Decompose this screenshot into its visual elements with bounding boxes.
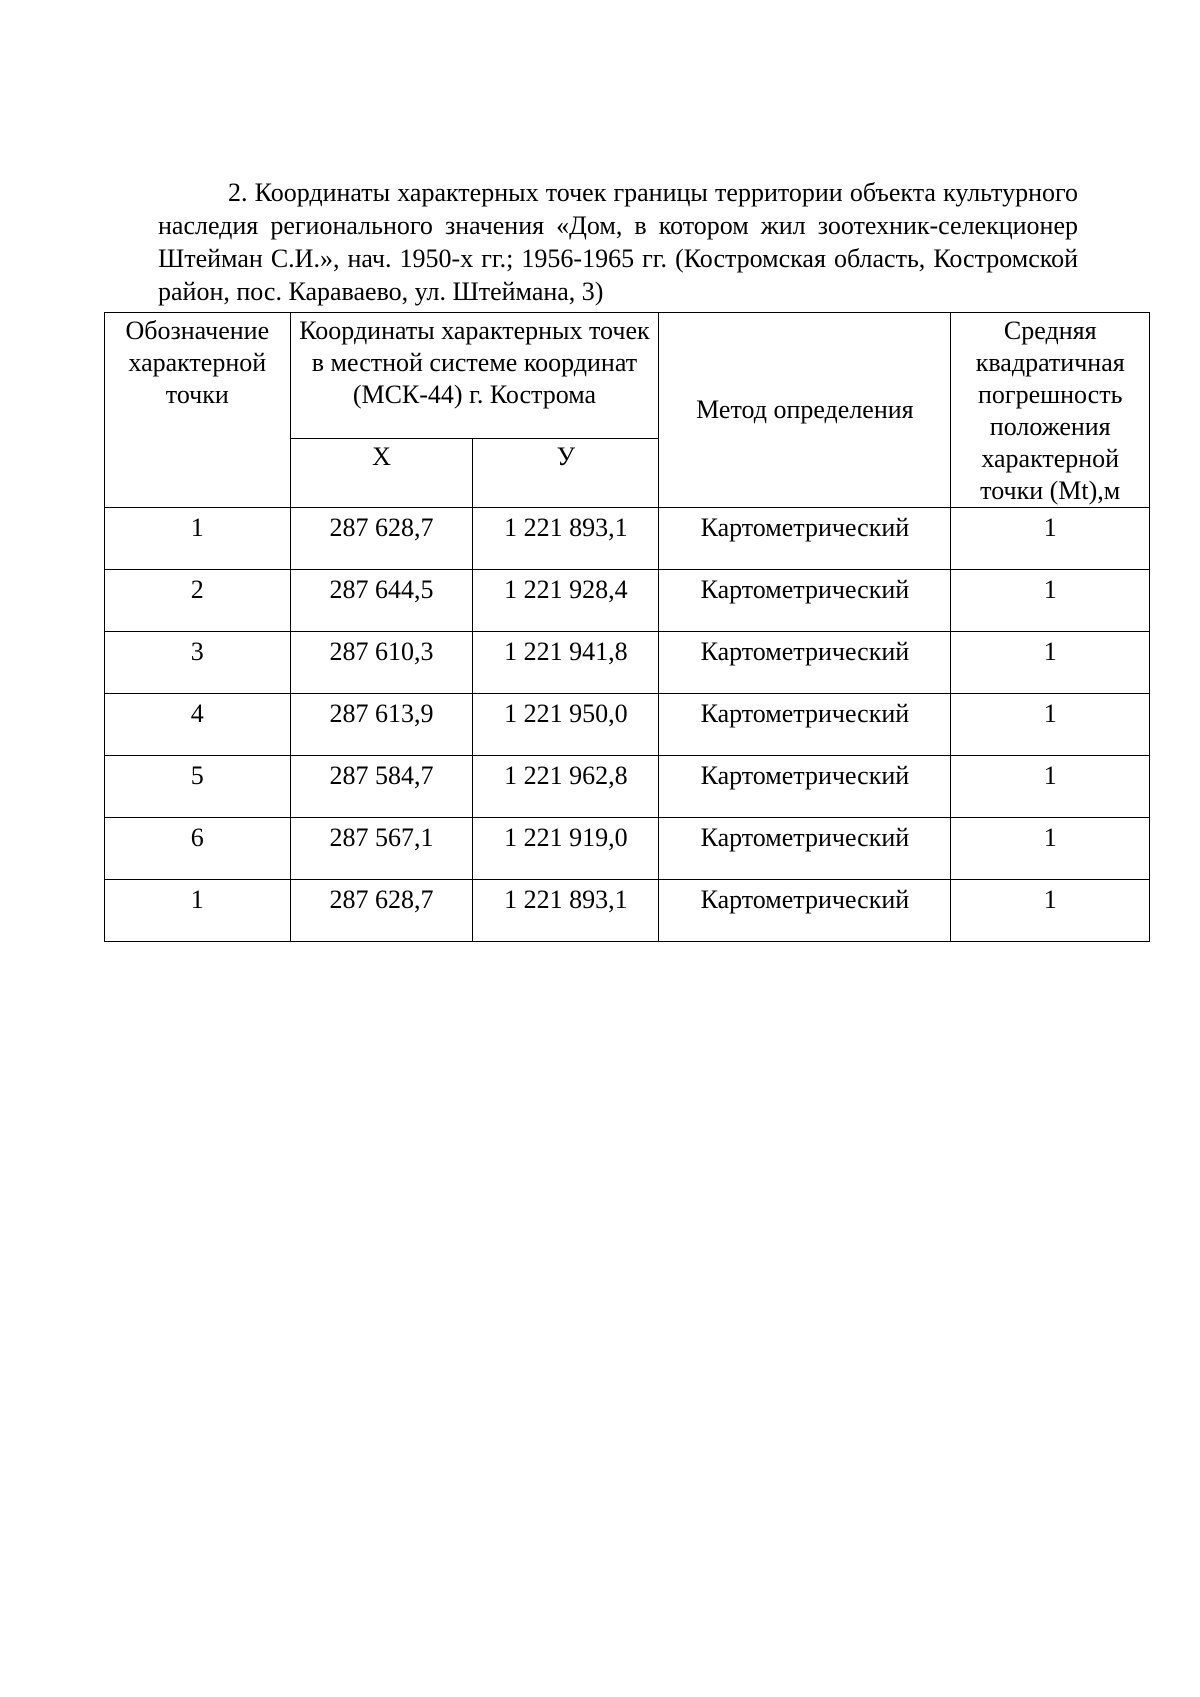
cell-point: 2	[105, 570, 291, 632]
cell-x: 287 610,3	[290, 632, 473, 694]
table-row	[105, 632, 1150, 694]
cell-error: 1	[951, 880, 1150, 942]
cell-y: 1 221 893,1	[473, 880, 659, 942]
cell-x: 287 567,1	[290, 818, 473, 880]
cell-point: 3	[105, 632, 291, 694]
cell-y: 1 221 893,1	[473, 508, 659, 570]
cell-point: 1	[105, 880, 291, 942]
cell-error: 1	[951, 756, 1150, 818]
cell-y: 1 221 919,0	[473, 818, 659, 880]
table-row	[105, 756, 1150, 818]
cell-x: 287 644,5	[290, 570, 473, 632]
header-coordinates: Координаты характерных точек в местной системе координат (МСК-44) г. Кострома	[290, 313, 659, 439]
cell-method: Картометрический	[659, 570, 951, 632]
document-heading: 2. Координаты характерных точек границы территории объекта культурного наследия регионального значения «Дом, в котором жил зоотехник-селекционер Штейман С.И.», нач. 1950-х гг.; 1956-1965 гг. (Костромская область, Костромской район, пос. Караваево, ул. Штеймана, 3)	[158, 178, 1078, 306]
table-row	[105, 694, 1150, 756]
cell-y: 1 221 928,4	[473, 570, 659, 632]
cell-error: 1	[951, 508, 1150, 570]
cell-x: 287 584,7	[290, 756, 473, 818]
cell-y: 1 221 941,8	[473, 632, 659, 694]
cell-method: Картометрический	[659, 694, 951, 756]
cell-x: 287 628,7	[290, 508, 473, 570]
cell-method: Картометрический	[659, 880, 951, 942]
cell-error: 1	[951, 694, 1150, 756]
cell-error: 1	[951, 818, 1150, 880]
table-row	[105, 880, 1150, 942]
cell-y: 1 221 962,8	[473, 756, 659, 818]
table-body	[105, 508, 1150, 942]
header-y: У	[473, 439, 659, 508]
table-row	[105, 508, 1150, 570]
table-row	[105, 818, 1150, 880]
coordinates-table	[104, 312, 1150, 942]
cell-error: 1	[951, 570, 1150, 632]
table-row	[105, 570, 1150, 632]
cell-x: 287 613,9	[290, 694, 473, 756]
cell-point: 6	[105, 818, 291, 880]
cell-y: 1 221 950,0	[473, 694, 659, 756]
cell-method: Картометрический	[659, 818, 951, 880]
header-x: X	[290, 439, 473, 508]
cell-x: 287 628,7	[290, 880, 473, 942]
cell-method: Картометрический	[659, 756, 951, 818]
cell-point: 5	[105, 756, 291, 818]
cell-method: Картометрический	[659, 508, 951, 570]
header-point-designation: Обозначение характерной точки	[105, 313, 291, 508]
cell-point: 4	[105, 694, 291, 756]
cell-error: 1	[951, 632, 1150, 694]
table-header	[105, 313, 1150, 508]
cell-point: 1	[105, 508, 291, 570]
cell-method: Картометрический	[659, 632, 951, 694]
header-method: Метод определения	[659, 313, 951, 508]
header-error: Средняя квадратичная погрешность положения характерной точки (Mt),м	[951, 313, 1150, 508]
